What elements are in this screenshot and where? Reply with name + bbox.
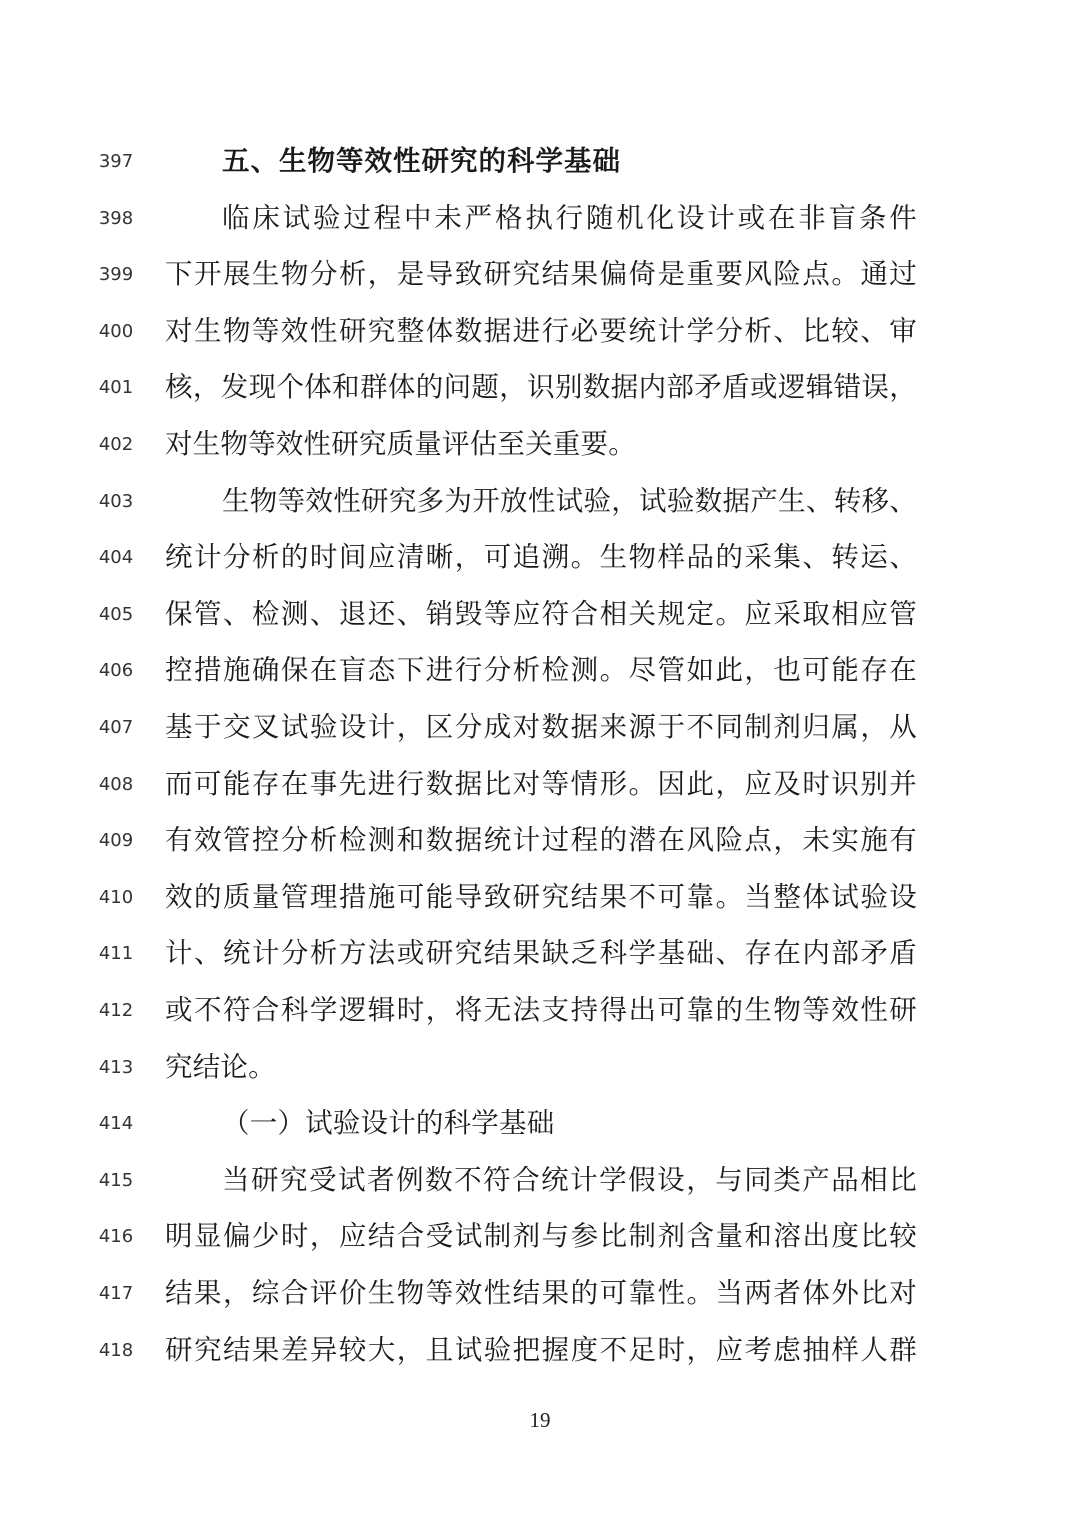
line-409 [0, 812, 1080, 868]
paragraph-line: 对生物等效性研究整体数据进行必要统计学分析、比较、审 [165, 315, 917, 347]
paragraph-line: 明显偏少时，应结合受试制剂与参比制剂含量和溶出度比较 [165, 1220, 917, 1252]
line-411 [0, 925, 1080, 981]
line-number: 413 [98, 1057, 134, 1078]
line-number: 415 [98, 1170, 134, 1191]
line-401 [0, 359, 1080, 415]
line-number: 402 [98, 434, 134, 455]
line-number: 411 [98, 943, 134, 964]
paragraph-line: 究结论。 [165, 1051, 276, 1083]
line-405 [0, 586, 1080, 642]
paragraph-line: 核，发现个体和群体的问题，识别数据内部矛盾或逻辑错误， [165, 371, 917, 403]
line-number: 397 [98, 151, 134, 172]
line-number: 417 [98, 1283, 134, 1304]
line-number: 409 [98, 830, 134, 851]
line-406 [0, 642, 1080, 698]
line-number: 400 [98, 321, 134, 342]
line-413 [0, 1039, 1080, 1095]
paragraph-line: 结果，综合评价生物等效性结果的可靠性。当两者体外比对 [165, 1277, 917, 1309]
line-412 [0, 982, 1080, 1038]
line-398 [0, 190, 1080, 246]
line-number: 412 [98, 1000, 134, 1021]
paragraph-line: 研究结果差异较大，且试验把握度不足时，应考虑抽样人群 [165, 1334, 917, 1366]
paragraph-line: 对生物等效性研究质量评估至关重要。 [165, 428, 636, 460]
paragraph-line: 效的质量管理措施可能导致研究结果不可靠。当整体试验设 [165, 881, 917, 913]
line-407 [0, 699, 1080, 755]
line-number: 408 [98, 774, 134, 795]
line-number: 405 [98, 604, 134, 625]
subsection-heading: （一）试验设计的科学基础 [222, 1107, 555, 1139]
line-416 [0, 1208, 1080, 1264]
paragraph-line: 保管、检测、退还、销毁等应符合相关规定。应采取相应管 [165, 598, 917, 630]
line-404 [0, 529, 1080, 585]
paragraph-line: 生物等效性研究多为开放性试验，试验数据产生、转移、 [222, 485, 917, 517]
paragraph-line: 或不符合科学逻辑时，将无法支持得出可靠的生物等效性研 [165, 994, 917, 1026]
line-399 [0, 246, 1080, 302]
line-number: 418 [98, 1340, 134, 1361]
page-number: 19 [529, 1408, 551, 1432]
paragraph-line: 当研究受试者例数不符合统计学假设，与同类产品相比 [222, 1164, 917, 1196]
paragraph-line: 而可能存在事先进行数据比对等情形。因此，应及时识别并 [165, 768, 917, 800]
line-number: 399 [98, 264, 134, 285]
paragraph-line: 下开展生物分析，是导致研究结果偏倚是重要风险点。通过 [165, 258, 917, 290]
paragraph-line: 统计分析的时间应清晰，可追溯。生物样品的采集、转运、 [165, 541, 917, 573]
line-number: 410 [98, 887, 134, 908]
line-number: 414 [98, 1113, 134, 1134]
paragraph-line: 控措施确保在盲态下进行分析检测。尽管如此，也可能存在 [165, 654, 917, 686]
line-397 [0, 133, 1080, 189]
line-414 [0, 1095, 1080, 1151]
paragraph-line: 计、统计分析方法或研究结果缺乏科学基础、存在内部矛盾 [165, 937, 917, 969]
line-418 [0, 1322, 1080, 1378]
line-417 [0, 1265, 1080, 1321]
paragraph-line: 有效管控分析检测和数据统计过程的潜在风险点，未实施有 [165, 824, 917, 856]
line-number: 403 [98, 491, 134, 512]
section-heading: 五、生物等效性研究的科学基础 [222, 145, 621, 177]
line-402 [0, 416, 1080, 472]
line-415 [0, 1152, 1080, 1208]
line-number: 404 [98, 547, 134, 568]
paragraph-line: 基于交叉试验设计，区分成对数据来源于不同制剂归属，从 [165, 711, 917, 743]
line-number: 401 [98, 377, 134, 398]
line-number: 407 [98, 717, 134, 738]
line-number: 398 [98, 208, 134, 229]
line-number: 416 [98, 1226, 134, 1247]
paragraph-line: 临床试验过程中未严格执行随机化设计或在非盲条件 [222, 202, 917, 234]
line-number: 406 [98, 660, 134, 681]
line-403 [0, 473, 1080, 529]
line-408 [0, 756, 1080, 812]
line-410 [0, 869, 1080, 925]
line-400 [0, 303, 1080, 359]
